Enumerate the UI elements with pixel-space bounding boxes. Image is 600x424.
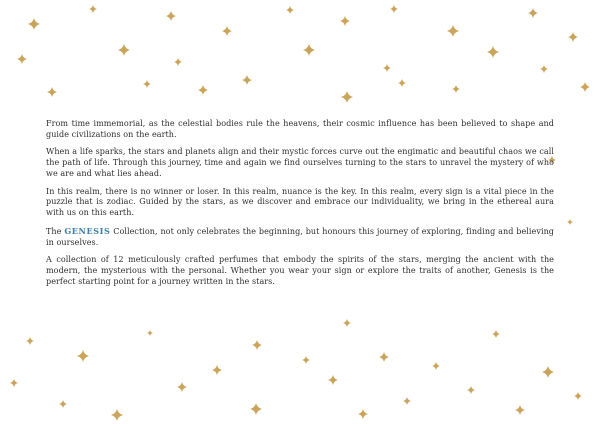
star-icon [17,54,27,64]
star-icon [568,32,578,42]
star-icon [452,85,460,93]
intro-text [46,119,554,294]
star-icon [542,366,554,378]
star-icon [303,44,315,56]
star-icon [567,219,573,225]
star-icon [358,409,368,419]
collection-suffix: Collection, not only celebrates the beginning, but honours this journey of exploring, finding and believing in ourselves. [46,226,554,247]
star-icon [383,64,391,72]
star-icon [47,87,57,97]
star-icon [343,319,351,327]
star-icon [390,5,398,13]
paragraph-perfumes: A collection of 12 meticulously crafted perfumes that embody the spirits of the stars, merging the ancient with the modern, the mysterious with the personal. Whether you wear your sign or explore the traits of another, Genesis is the perfect starting point for a journey written in the stars. [46,255,554,286]
paragraph-collection [46,226,554,249]
star-icon [252,340,262,350]
star-icon [492,330,500,338]
star-icon [28,18,40,30]
star-icon [143,80,151,88]
star-icon [222,26,232,36]
star-icon [77,350,89,362]
star-icon [574,392,582,400]
collection-prefix: The [46,226,65,236]
star-icon [540,65,548,73]
star-icon [403,397,411,405]
star-icon [59,400,67,408]
star-icon [177,382,187,392]
star-icon [242,75,252,85]
star-icon [250,403,262,415]
paragraph-origins: From time immemorial, as the celestial bodies rule the heavens, their cosmic influence has been believed to shape and guide civilizations on the earth. [46,119,554,139]
paragraph-life-path: When a life sparks, the stars and planets align and their mystic forces curve out the engimatic and beautiful chaos we call the path of life. Through this journey, time and again we find ourselves turning to the stars to unravel the mystery of who we are and what lies ahead. [46,147,554,179]
star-icon [166,11,176,21]
star-icon [111,409,123,421]
brand-name: GENESIS [64,225,111,236]
star-icon [467,386,475,394]
star-icon [10,379,18,387]
star-icon [432,362,440,370]
star-icon [580,82,590,92]
star-icon [118,44,130,56]
star-icon [398,79,406,87]
star-icon [174,58,182,66]
star-icon [212,365,222,375]
star-icon [302,356,310,364]
paragraph-realm: In this realm, there is no winner or loser. In this realm, nuance is the key. In this realm, every sign is a vital piece in the puzzle that is zodiac. Guided by the stars, as we discover and embrace our individuality, we bring in the ethereal aura with us on this earth. [46,186,554,218]
star-icon [379,352,389,362]
star-icon [487,46,499,58]
star-icon [286,6,294,14]
star-icon [447,25,459,37]
star-icon [147,330,153,336]
star-icon [198,85,208,95]
star-icon [26,337,34,345]
star-icon [328,375,338,385]
star-icon [515,405,525,415]
star-icon [340,16,350,26]
star-icon [89,5,97,13]
star-icon [528,8,538,18]
star-icon [341,91,353,103]
